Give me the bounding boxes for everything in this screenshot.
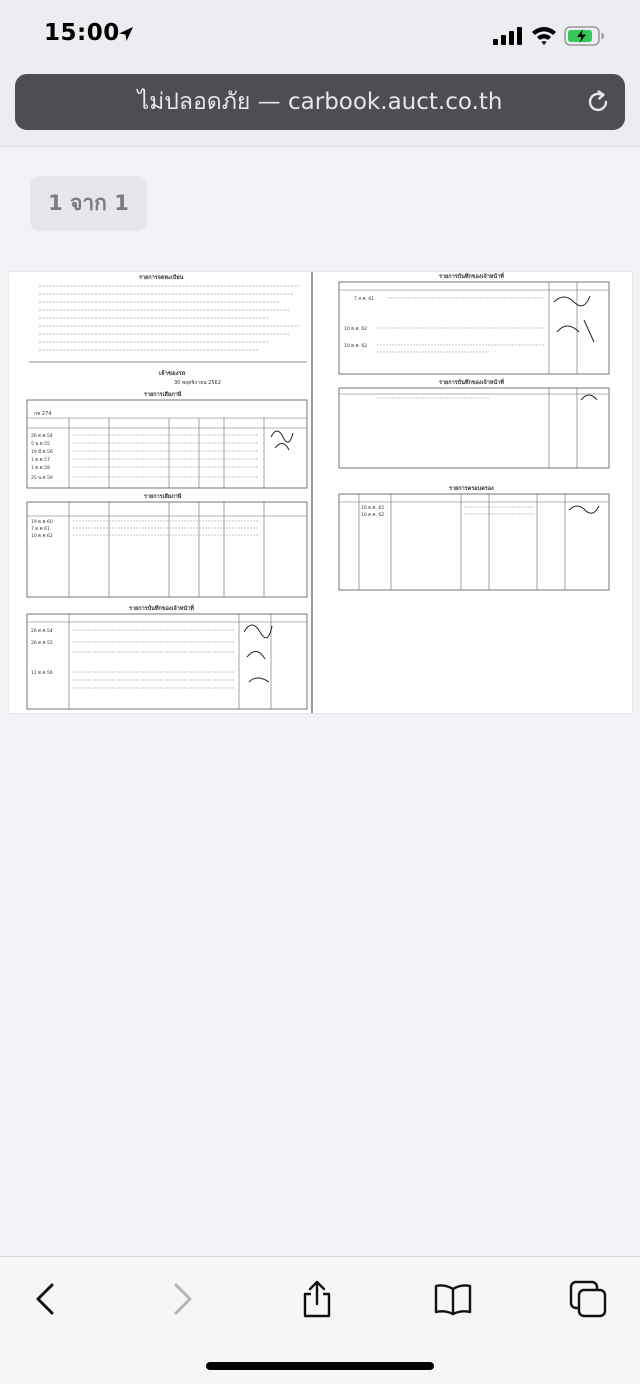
tax2-row-date: 19 ต.ค.60 [31, 520, 53, 525]
right-page [339, 272, 609, 590]
officer-row-date: 26 ต.ค.54 [31, 629, 53, 634]
right-section-officer-record: รายการบันทึกของเจ้าหน้าที่ [439, 274, 504, 280]
home-indicator [206, 1362, 434, 1370]
left-page [27, 274, 307, 709]
battery-charging-icon [564, 25, 606, 47]
document-scan [9, 272, 632, 713]
tax2-row-date: 7 ต.ค.61 [31, 527, 50, 532]
tax-row-date: 1 ต.ค.58 [31, 466, 50, 471]
right-section-officer-record-2: รายการบันทึกของเจ้าหน้าที่ [439, 380, 504, 386]
forward-icon[interactable] [162, 1279, 202, 1319]
possession-row-date: 10 ต.ค. 62 [361, 506, 385, 511]
url-text[interactable]: ไม่ปลอดภัย — carbook.auct.co.th [137, 89, 503, 115]
tabs-icon[interactable] [568, 1279, 608, 1319]
plate-number: กท 274 [34, 411, 52, 417]
tax-row-date: 25 พ.ค.59 [31, 476, 53, 481]
status-bar [0, 0, 640, 66]
right-officer-row-date: 7 ส.ค. 61 [354, 297, 375, 302]
possession-row-date: 10 ต.ค. 62 [361, 513, 385, 518]
section-registration: รายการจดทะเบียน [139, 275, 184, 281]
wifi-icon [530, 24, 558, 46]
back-icon[interactable] [26, 1279, 66, 1319]
tax-row-date: 5 พ.ค.55 [31, 442, 50, 447]
tax-row-date: 26 ต.ค.54 [31, 434, 53, 439]
officer-row-date: 11 ต.ค.56 [31, 671, 53, 676]
section-owner: เจ้าของรถ [159, 370, 186, 377]
document-scan-image [9, 272, 632, 713]
address-bar[interactable] [15, 74, 625, 130]
section-possession: รายการครอบครอง [449, 486, 494, 492]
section-tax: รายการเสียภาษี [144, 392, 182, 398]
owner-date: 30 พฤศจิกายน 2562 [174, 380, 221, 386]
cellular-signal-icon [493, 27, 523, 45]
reload-icon[interactable] [584, 88, 612, 116]
bookmarks-icon[interactable] [433, 1279, 473, 1319]
tax-row-date: 1 ต.ค.57 [31, 458, 50, 463]
right-officer-row-date: 10 ต.ค. 62 [344, 344, 368, 349]
section-tax-2: รายการเสียภาษี [144, 494, 182, 500]
share-icon[interactable] [297, 1279, 337, 1319]
officer-row-date: 26 ต.ค.55 [31, 641, 53, 646]
status-time: 15:00 [44, 20, 120, 46]
page-indicator: 1 จาก 1 [30, 176, 147, 231]
right-officer-row-date: 10 ต.ค. 62 [344, 327, 368, 332]
tax2-row-date: 10 ต.ค.62 [31, 534, 53, 539]
section-officer-record: รายการบันทึกของเจ้าหน้าที่ [129, 606, 194, 612]
location-arrow-icon [116, 24, 136, 44]
tax-rows [31, 433, 53, 481]
tax-row-date: 19 มี.ค.56 [31, 450, 53, 455]
